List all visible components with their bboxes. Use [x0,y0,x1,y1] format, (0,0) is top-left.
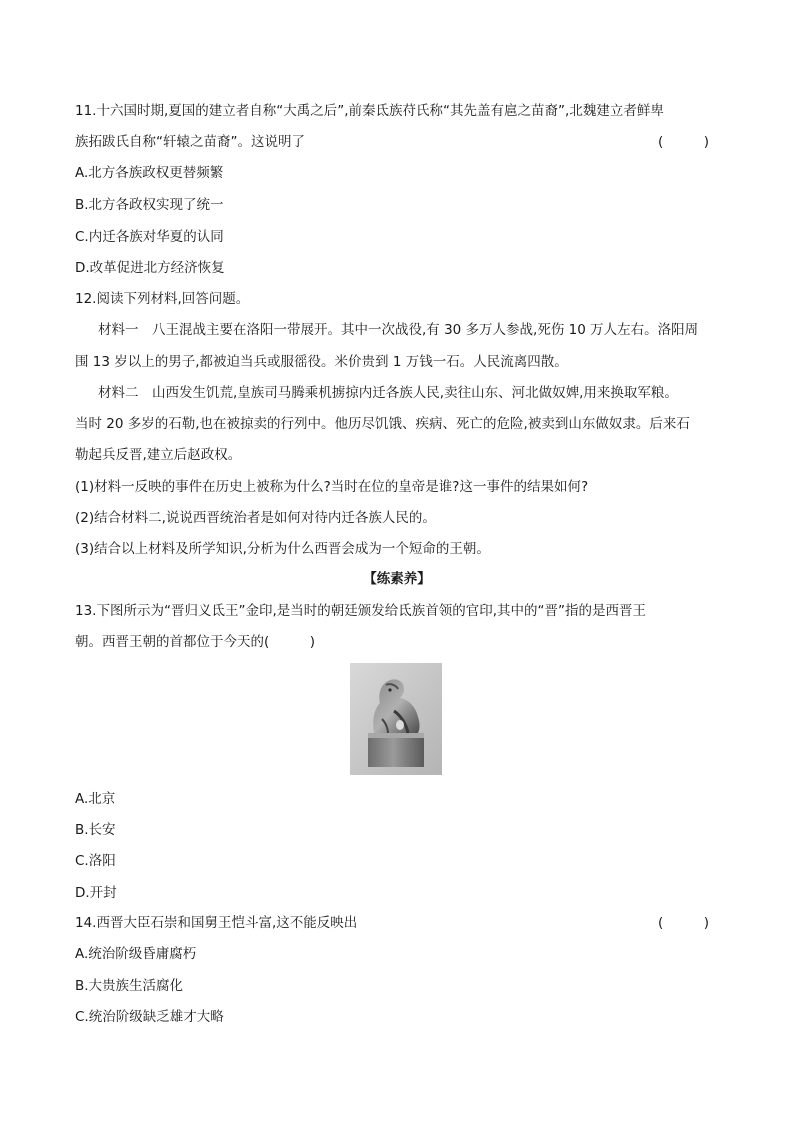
q11-stem-line1: 11.十六国时期,夏国的建立者自称“大禹之后”,前秦氐族苻氏称“其先盖有扈之苗裔”,北魏建立者鲜卑 [75,103,664,119]
q12-subquestion-2: (2)结合材料二,说说西晋统治者是如何对待内迁各族人民的。 [75,510,436,526]
q11-option-a: A.北方各族政权更替频繁 [75,165,224,181]
gold-seal-image [350,663,442,775]
q11-answer-blank: ( ) [658,134,710,150]
q12-material2-line2: 当时 20 多岁的石勒,也在被掠卖的行列中。他历尽饥饿、疾病、死亡的危险,被卖到山东做奴隶。后来石 [75,416,690,432]
q12-material2-line1: 材料二 山西发生饥荒,皇族司马腾乘机掳掠内迁各族人民,卖往山东、河北做奴婢,用来换取军粮。 [98,385,678,401]
q12-material1-line2: 围 13 岁以上的男子,都被迫当兵或服徭役。米价贵到 1 万钱一石。人民流离四散。 [75,354,568,370]
q14-option-b: B.大贵族生活腐化 [75,978,184,994]
q14-option-c: C.统治阶级缺乏雄才大略 [75,1009,224,1025]
q13-option-c: C.洛阳 [75,853,116,869]
q13-option-b: B.长安 [75,822,116,838]
q14-answer-blank: ( ) [658,915,710,931]
q12-subquestion-1: (1)材料一反映的事件在历史上被称为什么?当时在位的皇帝是谁?这一事件的结果如何? [75,479,589,495]
q14-stem: 14.西晋大臣石崇和国舅王恺斗富,这不能反映出 [75,915,358,931]
q11-option-b: B.北方各政权实现了统一 [75,197,224,213]
q11-option-d: D.改革促进北方经济恢复 [75,260,225,276]
q13-option-d: D.开封 [75,885,117,901]
q13-option-a: A.北京 [75,791,116,807]
q12-material1-line1: 材料一 八王混战主要在洛阳一带展开。其中一次战役,有 30 多万人参战,死伤 10 万人左右。洛阳周 [98,322,699,338]
q12-stem: 12.阅读下列材料,回答问题。 [75,291,250,307]
gold-seal-photo [350,663,442,775]
q11-stem-line2: 族拓跋氏自称“轩辕之苗裔”。这说明了 [75,134,305,150]
q11-option-c: C.内迁各族对华夏的认同 [75,229,224,245]
q14-option-a: A.统治阶级昏庸腐朽 [75,946,197,962]
section-title: 【练素养】 [363,571,431,587]
q12-subquestion-3: (3)结合以上材料及所学知识,分析为什么西晋会成为一个短命的王朝。 [75,541,490,557]
q12-material2-line3: 勒起兵反晋,建立后赵政权。 [75,447,242,463]
q13-stem-line2: 朝。西晋王朝的首都位于今天的( ) [75,634,316,650]
q13-stem-line1: 13.下图所示为“晋归义氐王”金印,是当时的朝廷颁发给氐族首领的官印,其中的“晋”指的是西晋王 [75,603,647,619]
